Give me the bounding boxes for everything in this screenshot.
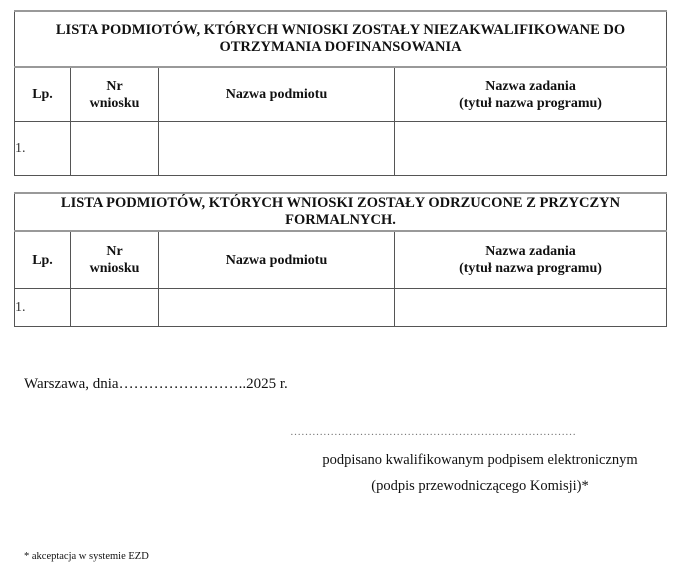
signature-caption: (podpis przewodniczącego Komisji)* — [371, 478, 589, 494]
cell-lp: 1. — [15, 289, 71, 327]
column-header-text: wniosku — [89, 261, 140, 276]
cell-nr-wniosku — [71, 122, 159, 176]
signature-dotted-line: …………………………………………………………………… — [290, 426, 576, 438]
column-header-text: Nr — [106, 244, 123, 259]
place-and-date: Warszawa, dnia……………………..2025 r. — [24, 376, 288, 392]
column-header-nr-wniosku — [71, 231, 159, 289]
table-header-row — [15, 231, 667, 289]
cell-nazwa-zadania — [395, 122, 667, 176]
signature-note: podpisano kwalifikowanym podpisem elektronicznym — [322, 452, 638, 468]
cell-nr-wniosku — [71, 289, 159, 327]
cell-nazwa-podmiotu — [159, 289, 395, 327]
cell-nazwa-zadania — [395, 289, 667, 327]
table-not-qualified — [14, 10, 667, 176]
column-header-text: wniosku — [89, 95, 140, 111]
table-header-row — [15, 67, 667, 122]
column-header-nazwa-zadania — [395, 231, 667, 289]
cell-nazwa-podmiotu — [159, 122, 395, 176]
column-header-nazwa-podmiotu: Nazwa podmiotu — [159, 231, 395, 289]
column-header-text: (tytuł nazwa programu) — [459, 95, 602, 111]
column-header-nazwa-podmiotu: Nazwa podmiotu — [159, 67, 395, 122]
column-header-lp: Lp. — [15, 231, 71, 289]
footnote: * akceptacja w systemie EZD — [24, 551, 149, 562]
table-rejected-formal — [14, 192, 667, 327]
column-header-text: Nr — [106, 78, 123, 94]
column-header-text: (tytuł nazwa programu) — [459, 261, 602, 276]
column-header-nr-wniosku — [71, 67, 159, 122]
column-header-text: Nazwa zadania — [485, 78, 576, 94]
cell-lp: 1. — [15, 122, 71, 176]
column-header-text: Nazwa zadania — [485, 244, 576, 259]
table-row — [15, 122, 667, 176]
table-row — [15, 289, 667, 327]
table-title: LISTA PODMIOTÓW, KTÓRYCH WNIOSKI ZOSTAŁY ODRZUCONE Z PRZYCZYN FORMALNYCH. — [15, 193, 667, 231]
table-title: LISTA PODMIOTÓW, KTÓRYCH WNIOSKI ZOSTAŁY NIEZAKWALIFIKOWANE DO OTRZYMANIA DOFINANSOWANIA — [15, 11, 667, 67]
column-header-lp: Lp. — [15, 67, 71, 122]
column-header-nazwa-zadania — [395, 67, 667, 122]
